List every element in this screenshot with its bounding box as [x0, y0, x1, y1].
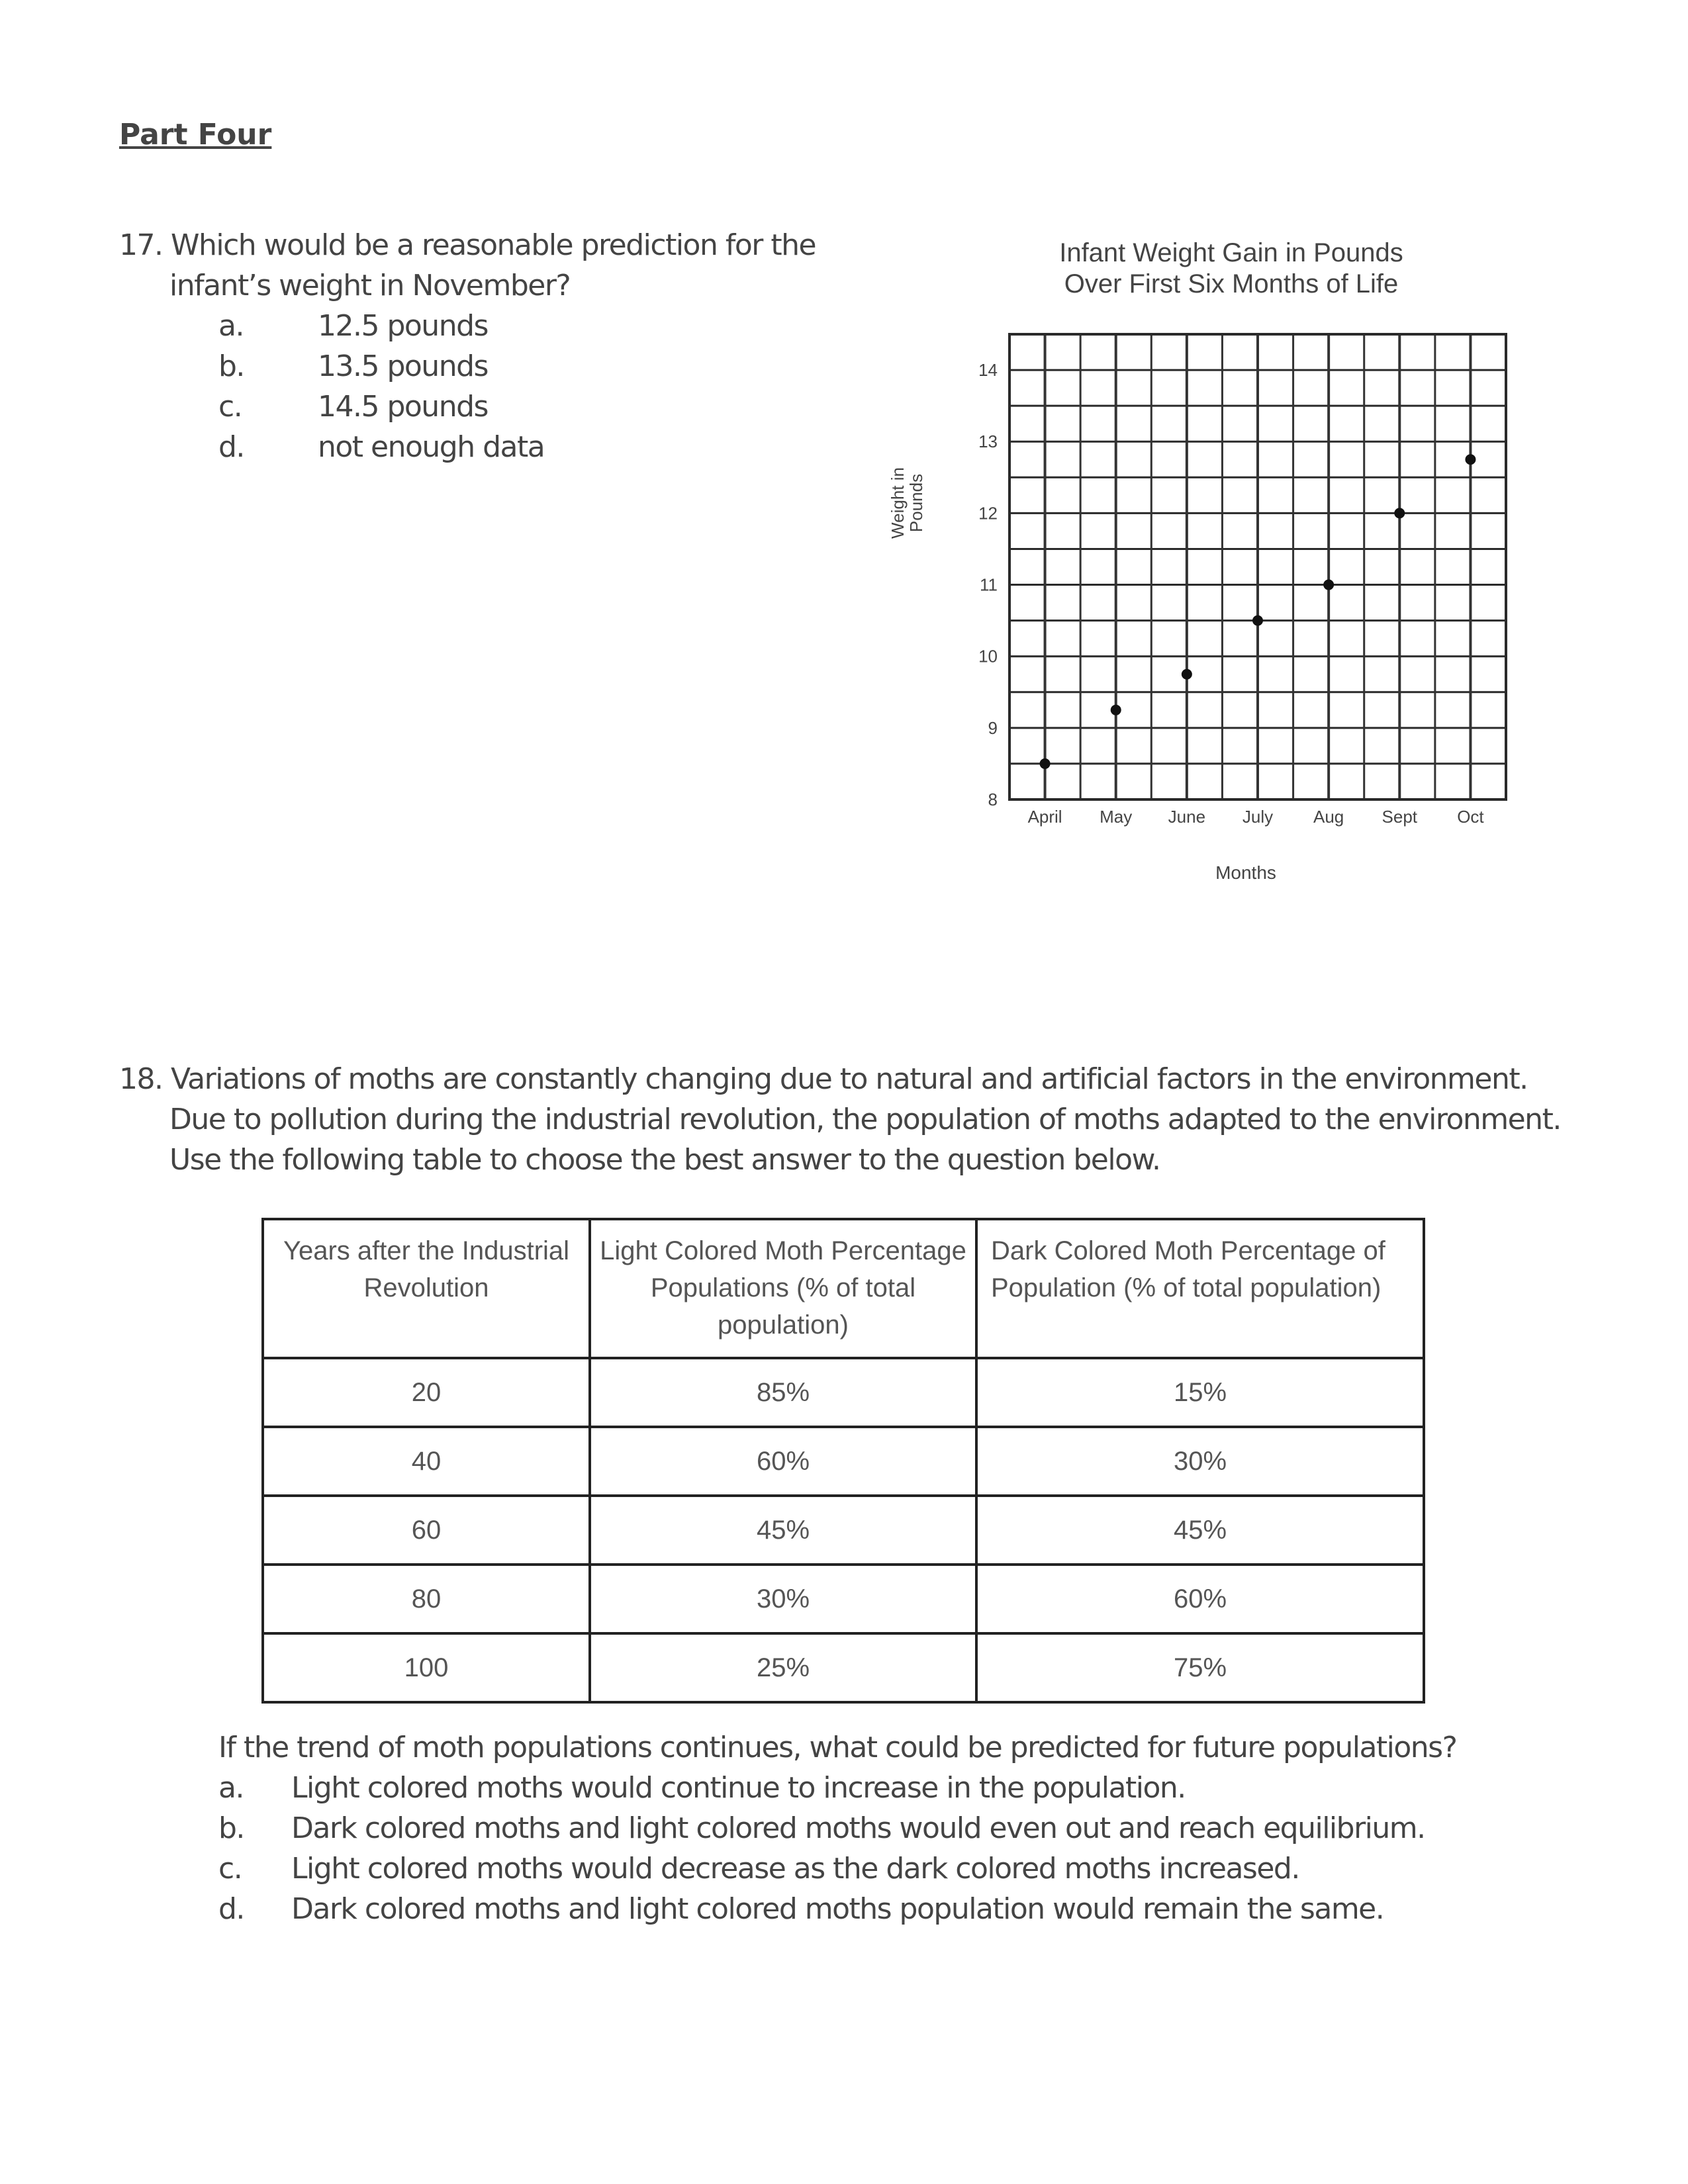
cell-years: 60 — [263, 1496, 590, 1565]
question-18 — [119, 1059, 1609, 1180]
answer-option-a[interactable]: a. Light colored moths would continue to increase in the population. — [218, 1771, 1186, 1805]
cell-light: 45% — [590, 1496, 976, 1565]
cell-dark: 60% — [976, 1565, 1424, 1633]
x-tick-label: Aug — [1313, 807, 1344, 827]
y-tick-label: 10 — [978, 646, 998, 666]
y-tick-label: 11 — [980, 574, 998, 595]
y-tick-label: 13 — [978, 432, 998, 452]
cell-dark: 75% — [976, 1633, 1424, 1702]
moth-population-table — [261, 1218, 1425, 1704]
chart-title: Infant Weight Gain in Pounds — [1059, 238, 1403, 267]
cell-years: 20 — [263, 1358, 590, 1427]
data-point — [1323, 580, 1334, 590]
table-row — [263, 1358, 1424, 1427]
question-18-prompt — [218, 1727, 1542, 1929]
question-18-line2: Due to pollution during the industrial revolution, the population of moths adapted to the environment. — [169, 1103, 1561, 1136]
answer-option-a[interactable]: a. 12.5 pounds — [218, 309, 488, 343]
data-point — [1252, 615, 1263, 626]
cell-years: 80 — [263, 1565, 590, 1633]
cell-dark: 15% — [976, 1358, 1424, 1427]
x-tick-label: Oct — [1457, 807, 1484, 827]
cell-years: 100 — [263, 1633, 590, 1702]
answer-option-c[interactable]: c. 14.5 pounds — [218, 390, 488, 424]
cell-light: 30% — [590, 1565, 976, 1633]
answer-option-c[interactable]: c. Light colored moths would decrease as the dark colored moths increased. — [218, 1852, 1299, 1886]
x-axis-label: Months — [1215, 862, 1276, 883]
y-tick-label: 12 — [978, 503, 998, 523]
y-axis-label — [888, 467, 926, 539]
answer-option-d[interactable]: d. not enough data — [218, 430, 545, 464]
cell-light: 25% — [590, 1633, 976, 1702]
data-point — [1182, 669, 1192, 680]
table-row — [263, 1496, 1424, 1565]
section-title: Part Four — [119, 118, 272, 152]
x-tick-label: Sept — [1382, 807, 1418, 827]
question-17-line2: infant’s weight in November? — [169, 269, 571, 302]
y-tick-label: 8 — [988, 790, 998, 809]
chart-grid — [1009, 334, 1506, 799]
answer-option-d[interactable]: d. Dark colored moths and light colored moths population would remain the same. — [218, 1892, 1384, 1926]
table-header-row — [263, 1219, 1424, 1358]
data-point — [1394, 508, 1405, 518]
x-tick-label: April — [1027, 807, 1062, 827]
x-tick-label: May — [1100, 807, 1133, 827]
question-17-line1: 17. Which would be a reasonable prediction for the — [119, 228, 816, 262]
answer-option-b[interactable]: b. Dark colored moths and light colored moths would even out and reach equilibrium. — [218, 1811, 1425, 1845]
header-years: Years after the Industrial Revolution — [263, 1219, 590, 1358]
table-row — [263, 1565, 1424, 1633]
question-18-line1: 18. Variations of moths are constantly changing due to natural and artificial factors in the environment. — [119, 1062, 1528, 1096]
data-point — [1111, 705, 1121, 715]
question-18-question: If the trend of moth populations continues, what could be predicted for future populations? — [218, 1731, 1457, 1764]
chart-subtitle: Over First Six Months of Life — [1064, 269, 1399, 298]
answer-option-b[interactable]: b. 13.5 pounds — [218, 349, 488, 383]
cell-years: 40 — [263, 1427, 590, 1496]
question-17 — [119, 225, 874, 467]
question-18-line3: Use the following table to choose the best answer to the question below. — [169, 1143, 1160, 1177]
data-point — [1040, 758, 1051, 769]
y-axis-ticks — [978, 360, 998, 809]
data-point — [1465, 454, 1476, 465]
cell-light: 60% — [590, 1427, 976, 1496]
x-tick-label: July — [1242, 807, 1274, 827]
table-row — [263, 1427, 1424, 1496]
header-dark-moth: Dark Colored Moth Percentage of Population (% of total population) — [976, 1219, 1424, 1358]
y-tick-label: 9 — [988, 717, 998, 738]
y-tick-label: 14 — [978, 360, 998, 381]
y-axis-label-line1: Weight in — [888, 467, 908, 539]
cell-dark: 45% — [976, 1496, 1424, 1565]
cell-dark: 30% — [976, 1427, 1424, 1496]
cell-light: 85% — [590, 1358, 976, 1427]
table-row — [263, 1633, 1424, 1702]
infant-weight-chart — [861, 225, 1523, 887]
y-axis-label-line2: Pounds — [906, 473, 926, 533]
header-light-moth: Light Colored Moth Percentage Populations (% of total population) — [590, 1219, 976, 1358]
x-tick-label: June — [1168, 807, 1206, 827]
x-axis-ticks — [1028, 807, 1485, 827]
